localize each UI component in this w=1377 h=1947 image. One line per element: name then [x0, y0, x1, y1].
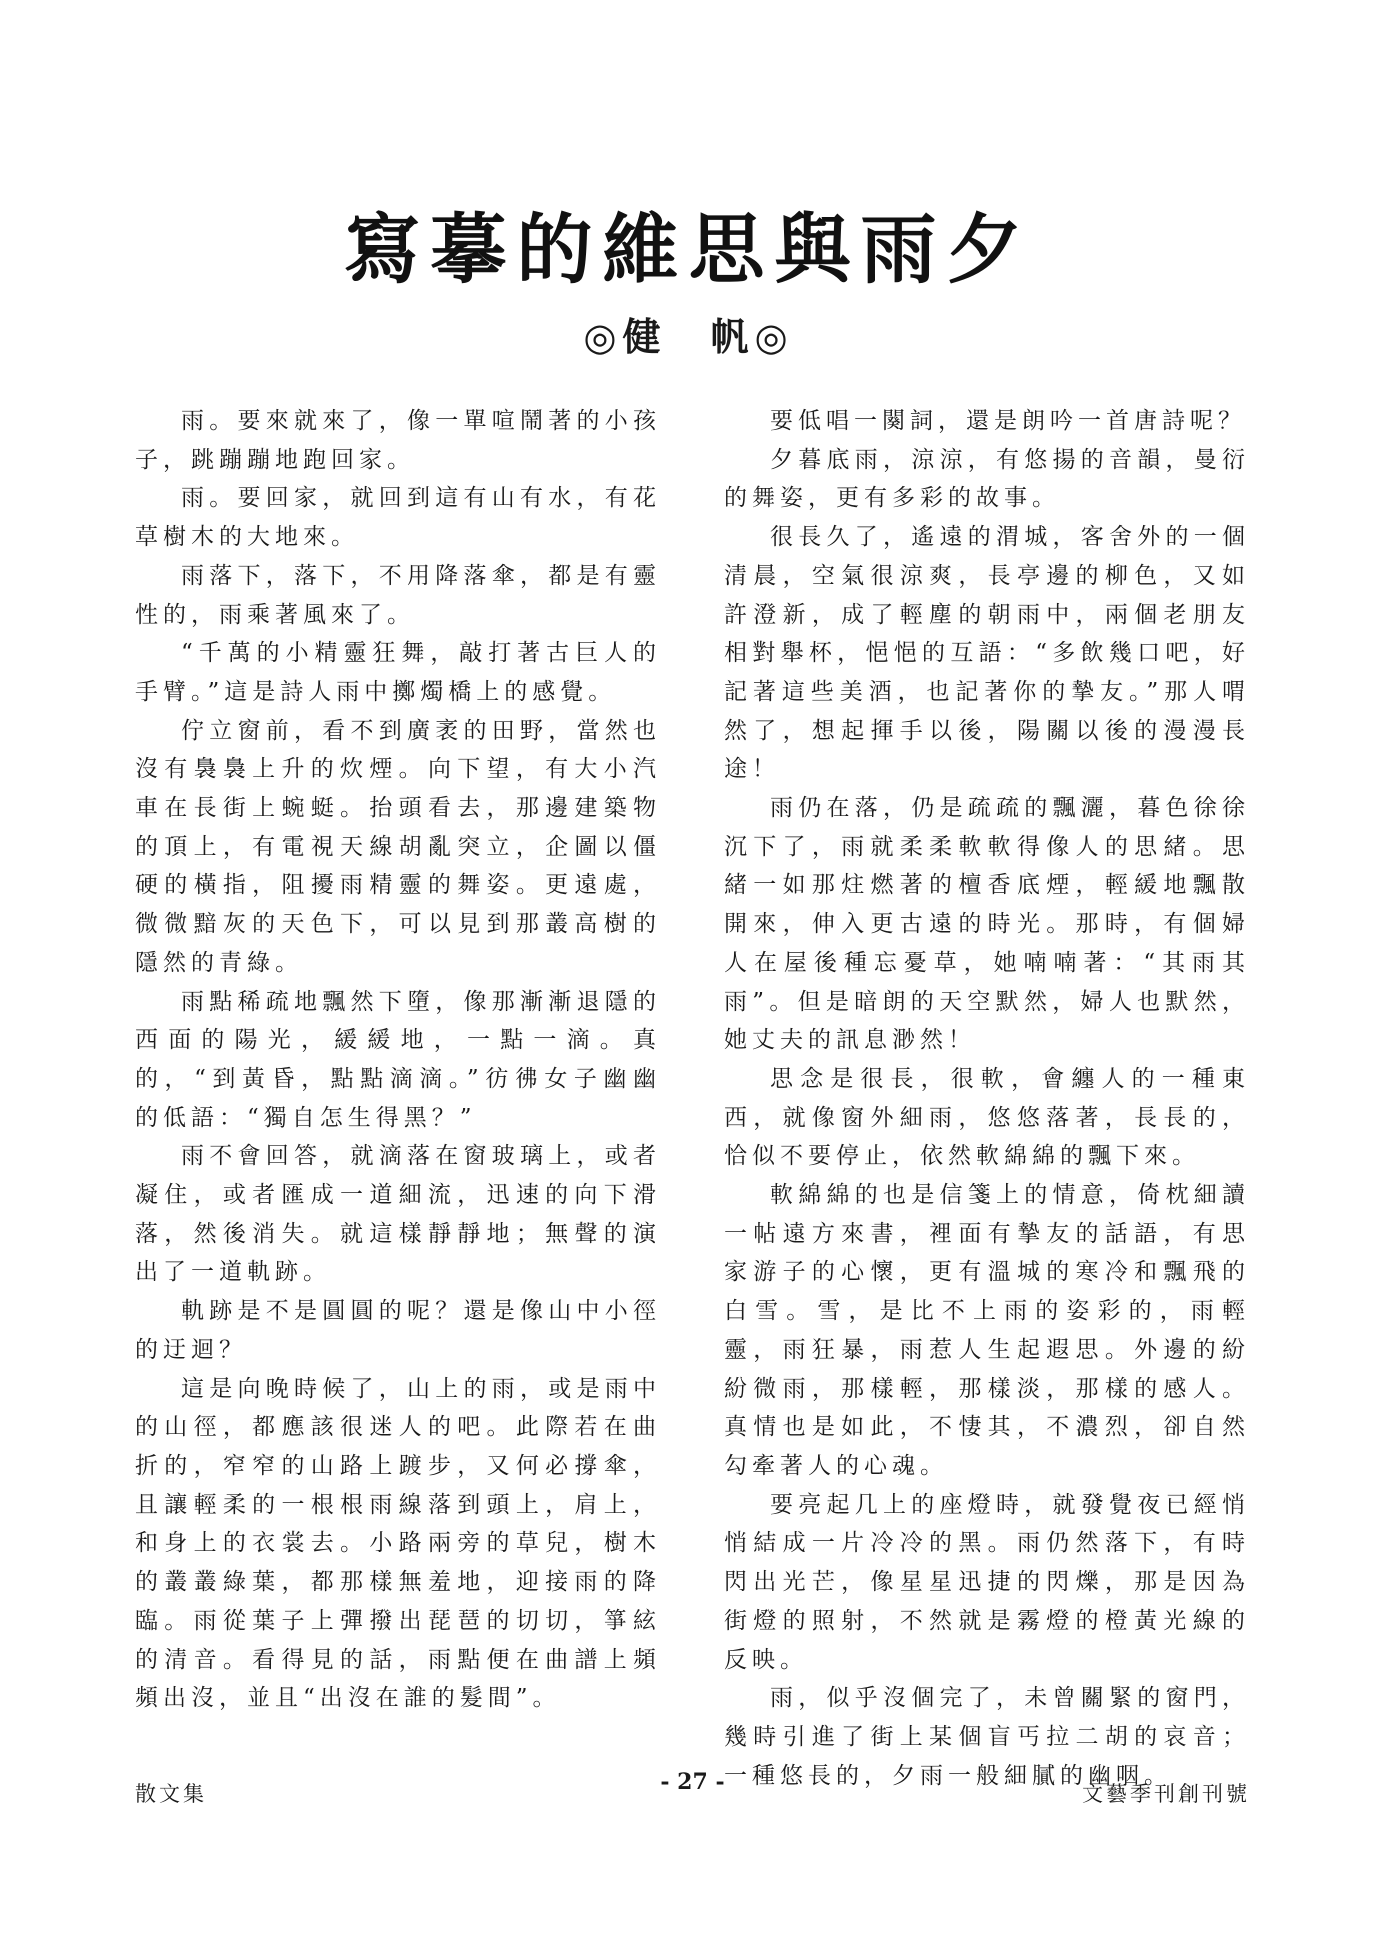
paragraph: 雨不會回答，就滴落在窗玻璃上，或者凝住，或者匯成一道細流，迅速的向下滑落，然後消失。就這樣靜靜地；無聲的演出了一道軌跡。 — [135, 1143, 661, 1286]
paragraph: 要低唱一闋詞，還是朗吟一首唐詩呢？ — [770, 408, 1246, 434]
paragraph: 很長久了，遙遠的渭城，客舍外的一個清晨，空氣很涼爽，長亭邊的柳色，又如許澄新，成了輕塵的朝雨中，兩個老朋友相對舉杯，悒悒的互語：“多飲幾口吧，好記著這些美酒，也記著你的摯友。”那人喟然了，想起揮手以後，陽關以後的漫漫長途！ — [724, 524, 1250, 783]
page-number: - 27 - — [660, 1769, 725, 1795]
right-column — [724, 402, 1250, 1795]
paragraph: 軌跡是不是圓圓的呢？還是像山中小徑的迂迴？ — [135, 1298, 661, 1363]
paragraph: 軟綿綿的也是信箋上的情意，倚枕細讀一帖遠方來書，裡面有摯友的話語，有思家游子的心懷，更有溫城的寒冷和飄飛的白雪。雪，是比不上雨的姿彩的，雨輕靈，雨狂暴，雨惹人生起遐思。外邊的紛紛微雨，那樣輕，那樣淡，那樣的感人。真情也是如此，不悽其，不濃烈，卻自然勾牽著人的心魂。 — [724, 1182, 1250, 1479]
article-title: 寫摹的維思與雨夕 — [344, 205, 1033, 294]
paragraph: 雨落下，落下，不用降落傘，都是有靈性的，雨乘著風來了。 — [135, 562, 661, 628]
paragraph: 雨。要來就來了，像一單喧鬧著的小孩子，跳蹦蹦地跑回家。 — [135, 408, 661, 473]
paragraph: 雨。要回家，就回到這有山有水，有花草樹木的大地來。 — [135, 485, 661, 551]
footer-section-name: 散文集 — [135, 1782, 207, 1806]
paragraph: 雨點稀疏地飄然下墮，像那漸漸退隱的西面的陽光，緩緩地，一點一滴。真的，“到黃昏，點點滴滴。”彷彿女子幽幽的低語：“獨自怎生得黑？” — [135, 988, 661, 1131]
paragraph: 佇立窗前，看不到廣袤的田野，當然也沒有裊裊上升的炊煙。向下望，有大小汽車在長街上蜿蜓。抬頭看去，那邊建築物的頂上，有電視天線胡亂突立，企圖以僵硬的橫指，阻擾雨精靈的舞姿。更遠處，微微黯灰的天色下，可以見到那叢高樹的隱然的青綠。 — [135, 717, 661, 976]
paragraph: 這是向晚時候了，山上的雨，或是雨中的山徑，都應該很迷人的吧。此際若在曲折的，窄窄的山路上踱步，又何必撐傘，且讓輕柔的一根根雨線落到頭上，肩上，和身上的衣裳去。小路兩旁的草兒，樹木的叢叢綠葉，都那樣無羞地，迎接雨的降臨。雨從葉子上彈撥出琵琶的切切，箏絃的清音。看得見的話，雨點便在曲譜上頻頻出沒，並且“出沒在誰的髮間”。 — [135, 1375, 661, 1712]
page-footer — [135, 1769, 1250, 1811]
paragraph: 雨，似乎沒個完了，未曾關緊的窗門，幾時引進了街上某個盲丐拉二胡的哀音；一種悠長的，夕雨一般細膩的幽咽。 — [724, 1685, 1250, 1789]
paragraph: “千萬的小精靈狂舞，敲打著古巨人的手臂。”這是詩人雨中擲燭橋上的感覺。 — [135, 640, 661, 705]
footer-publication-name: 文藝季刊創刊號 — [1082, 1782, 1250, 1806]
left-column — [135, 402, 661, 1718]
paragraph: 雨仍在落，仍是疏疏的飄灑，暮色徐徐沉下了，雨就柔柔軟軟得像人的思緒。思緒一如那炷燃著的檀香底煙，輕緩地飄散開來，伸入更古遠的時光。那時，有個婦人在屋後種忘憂草，她喃喃著：“其雨其雨”。但是暗朗的天空默然，婦人也默然，她丈夫的訊息渺然！ — [724, 795, 1250, 1054]
paragraph: 要亮起几上的座燈時，就發覺夜已經悄悄結成一片冷冷的黑。雨仍然落下，有時閃出光芒，像星星迅捷的閃爍，那是因為街燈的照射，不然就是霧燈的橙黃光線的反映。 — [724, 1491, 1250, 1673]
paragraph: 思念是很長，很軟，會纏人的一種東西，就像窗外細雨，悠悠落著，長長的，恰似不要停止，依然軟綿綿的飄下來。 — [724, 1065, 1250, 1170]
paragraph: 夕暮底雨，涼涼，有悠揚的音韻，曼衍的舞姿，更有多彩的故事。 — [724, 446, 1250, 512]
author-byline: ◎健 帆◎ — [583, 314, 794, 359]
